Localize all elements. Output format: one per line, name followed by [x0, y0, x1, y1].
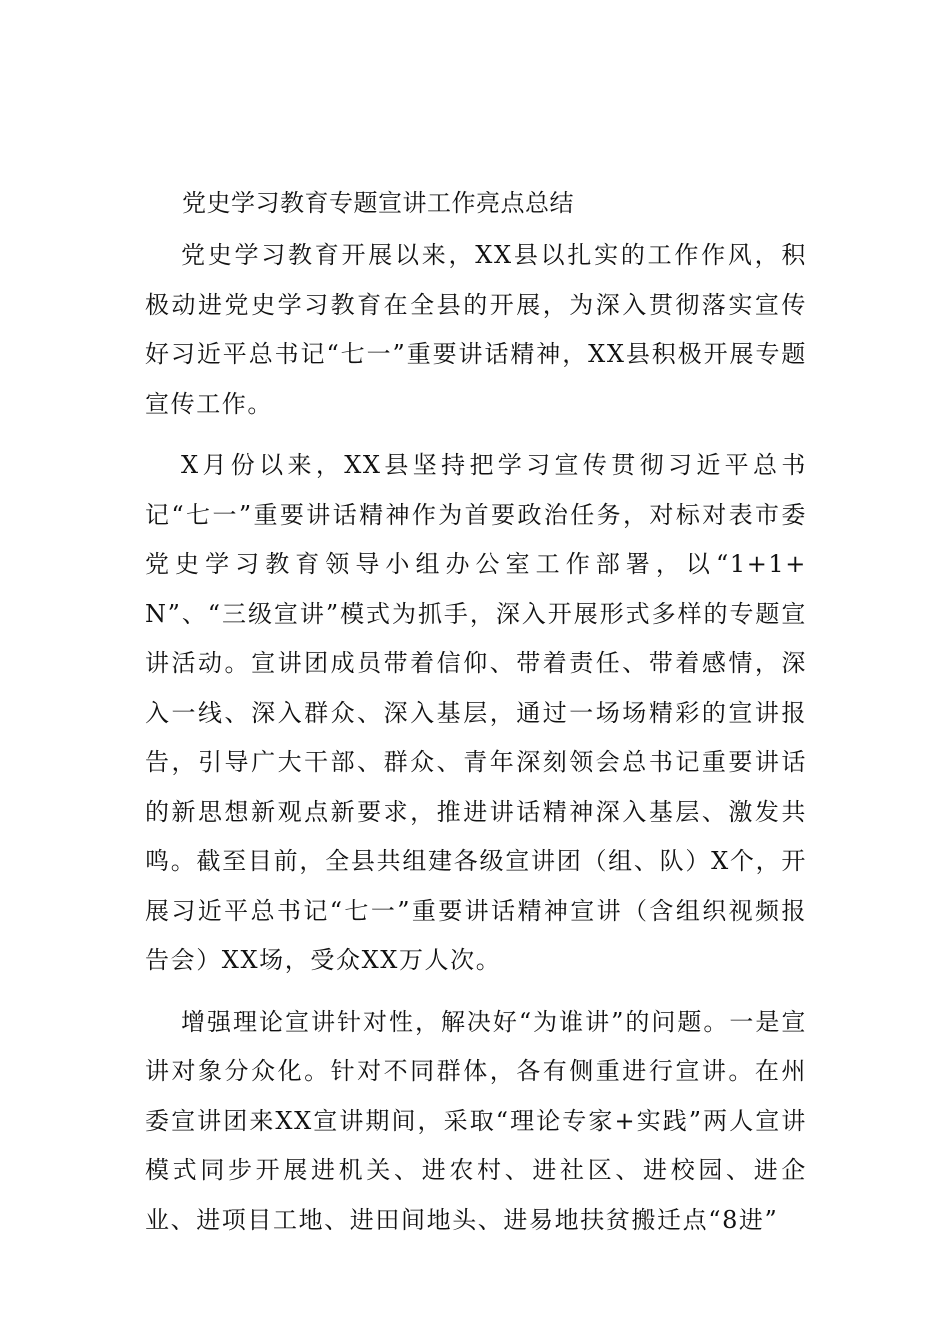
- document-title: 党史学习教育专题宣讲工作亮点总结: [182, 189, 574, 217]
- document-body: [145, 178, 807, 1245]
- paragraph-overview: X月份以来，XX县坚持把学习宣传贯彻习近平总书记“七一”重要讲话精神作为首要政治任务，对标对表市委党史学习教育领导小组办公室工作部署，以“1+1+N”、“三级宣讲”模式为抓手，深入开展形式多样的专题宣讲活动。宣讲团成员带着信仰、带着责任、带着感情，深入一线、深入群众、深入基层，通过一场场精彩的宣讲报告，引导广大干部、群众、青年深刻领会总书记重要讲话的新思想新观点新要求，推进讲话精神深入基层、激发共鸣。截至目前，全县共组建各级宣讲团（组、队）X个，开展习近平总书记“七一”重要讲话精神宣讲（含组织视频报告会）XX场，受众XX万人次。: [145, 451, 807, 974]
- paragraph-targeting: 增强理论宣讲针对性，解决好“为谁讲”的问题。一是宣讲对象分众化。针对不同群体，各有侧重进行宣讲。在州委宣讲团来XX宣讲期间，采取“理论专家+实践”两人宣讲模式同步开展进机关、进农村、进社区、进校园、进企业、进项目工地、进田间地头、进易地扶贫搬迁点“8进”: [145, 1007, 807, 1234]
- paragraph-intro: 党史学习教育开展以来，XX县以扎实的工作作风，积极动进党史学习教育在全县的开展，为深入贯彻落实宣传好习近平总书记“七一”重要讲话精神，XX县积极开展专题宣传工作。: [145, 241, 807, 418]
